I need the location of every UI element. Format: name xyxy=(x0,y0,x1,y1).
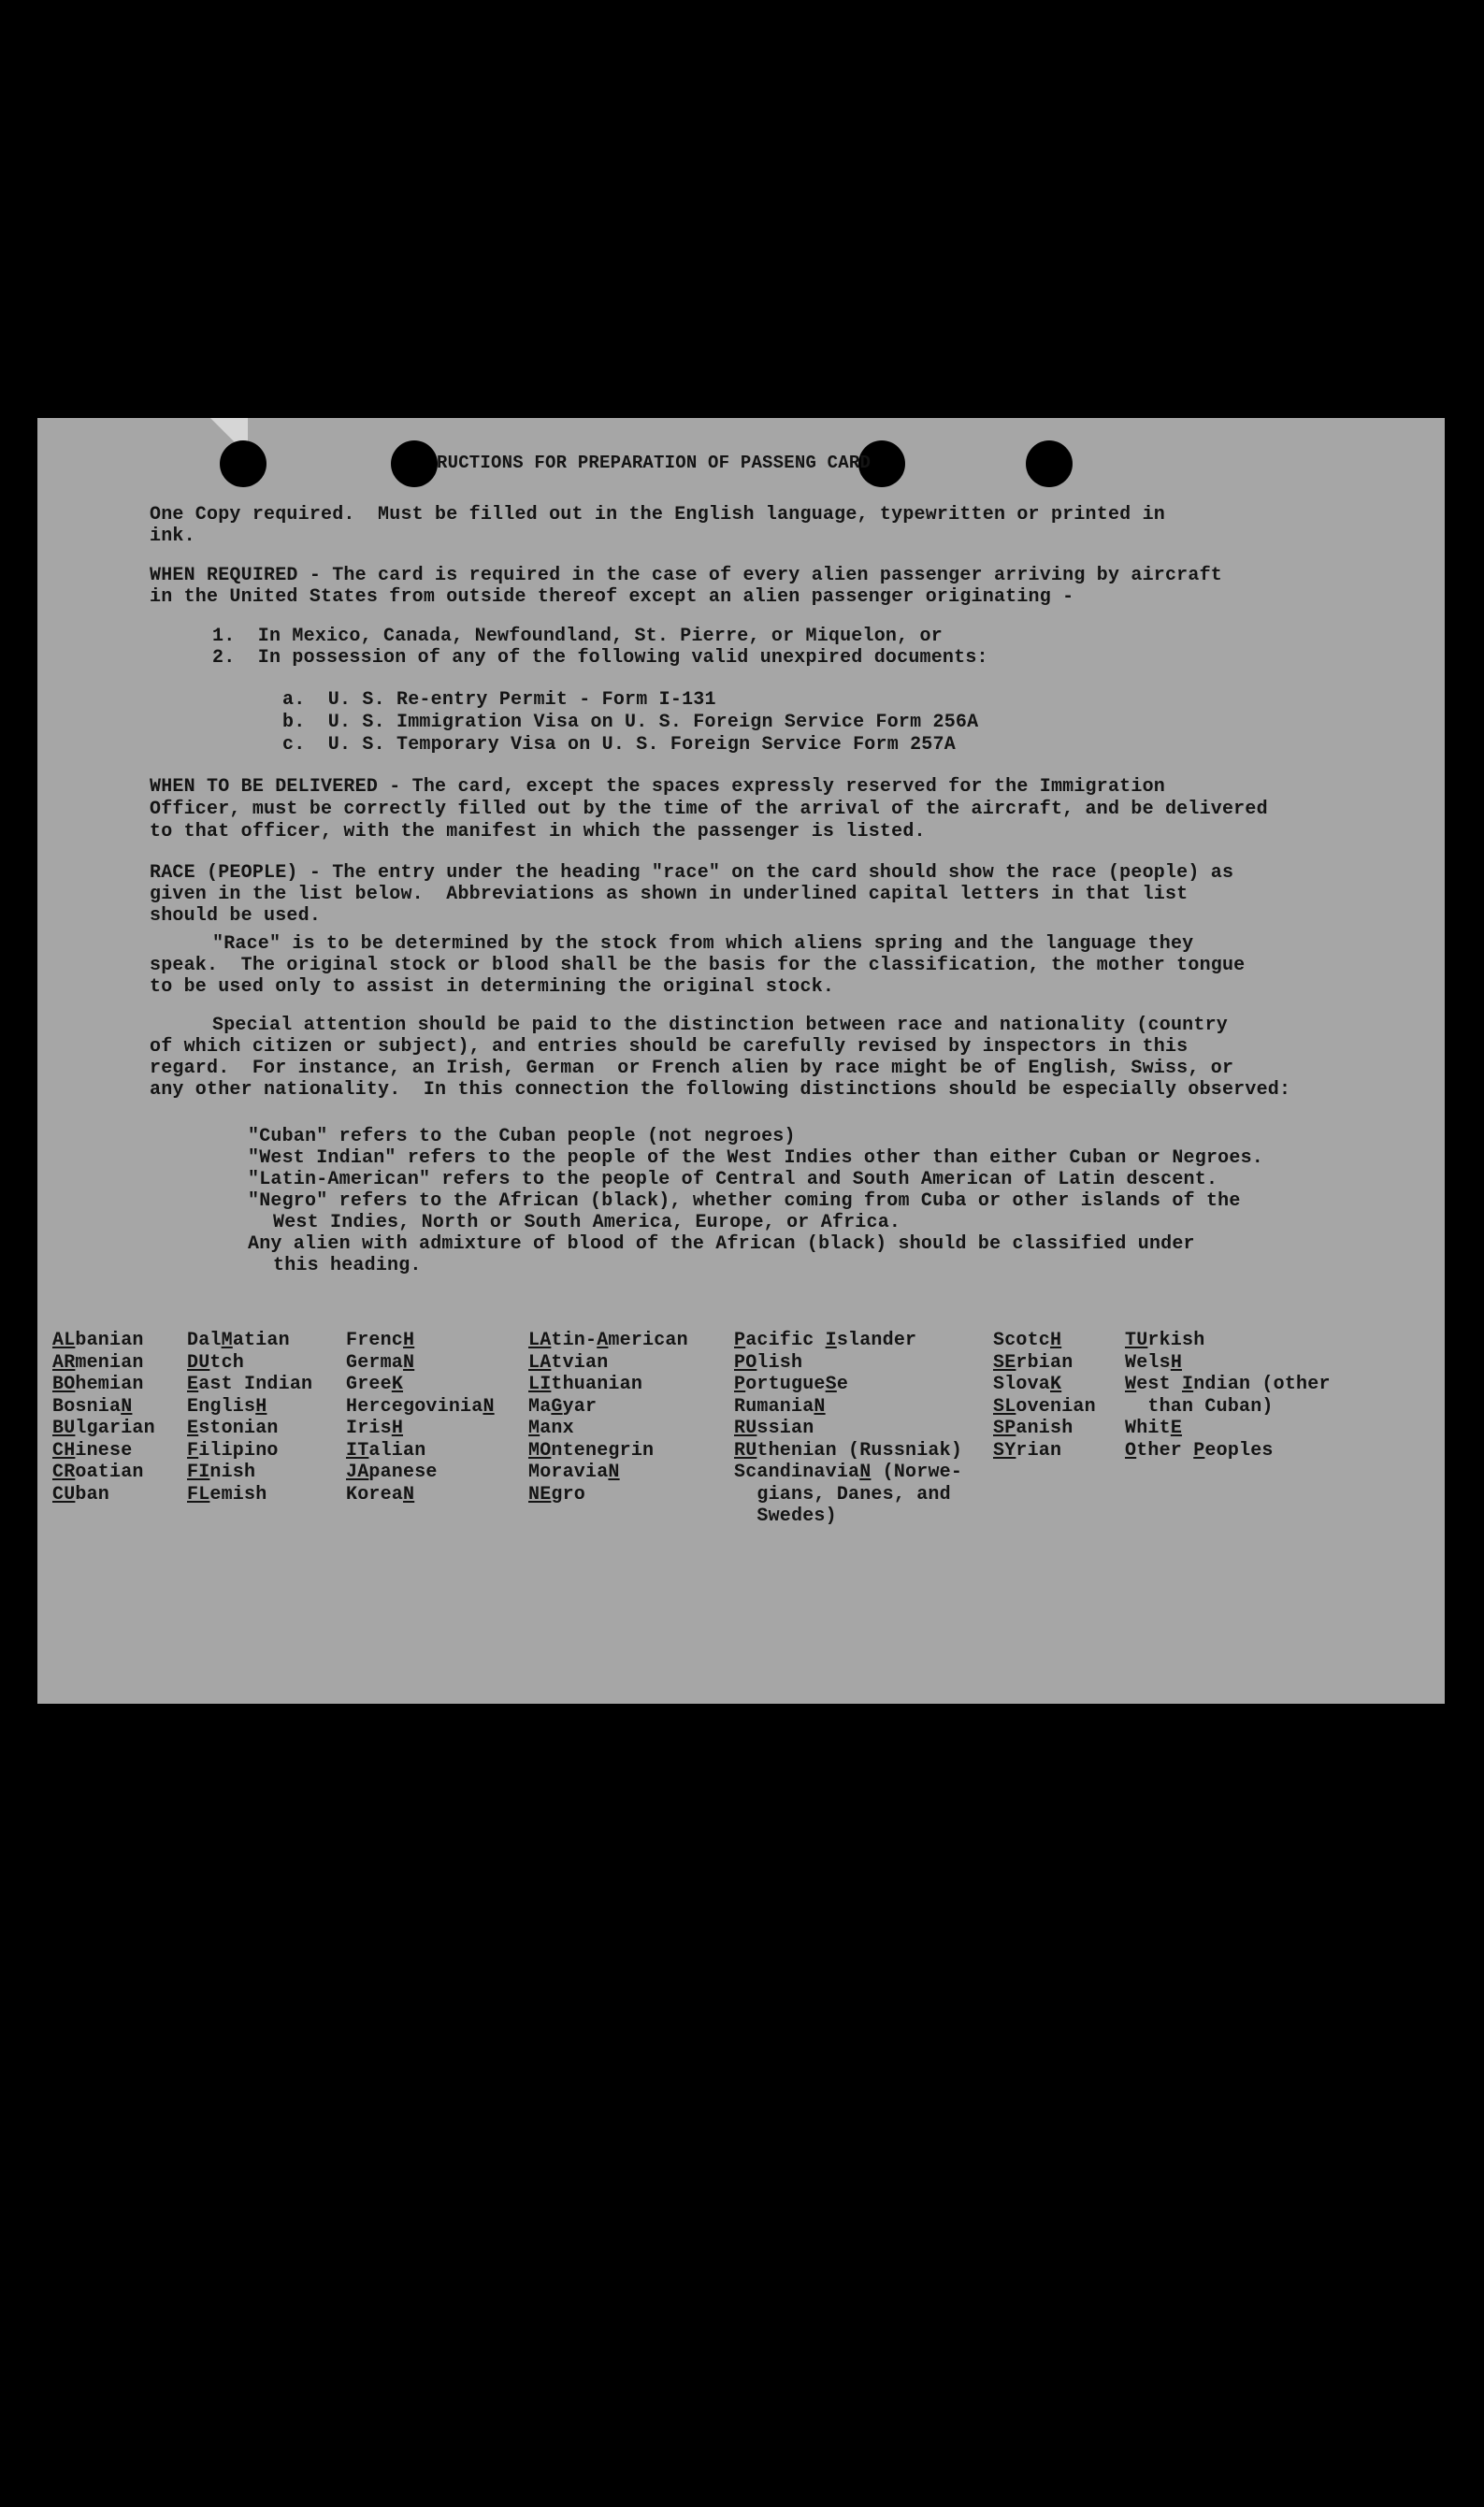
race-name-part: Gree xyxy=(346,1374,392,1395)
race-abbreviation: AL xyxy=(52,1330,76,1351)
race-name-part: Ma xyxy=(528,1395,552,1418)
race-name-part: Frenc xyxy=(346,1330,404,1351)
text-line: speak. The original stock or blood shall be the basis for the classification, the mother tongue xyxy=(150,955,1246,976)
race-entry xyxy=(1125,1396,1274,1418)
race-entry xyxy=(52,1462,144,1483)
race-entry xyxy=(187,1462,255,1483)
race-entry xyxy=(993,1352,1073,1374)
race-name-part: lgarian xyxy=(75,1418,155,1439)
race-entry xyxy=(528,1440,654,1462)
text-line: 1. In Mexico, Canada, Newfoundland, St. Pierre, or Miquelon, or xyxy=(212,626,943,647)
race-name-part: ban xyxy=(75,1483,110,1506)
race-name-part: than Cuban) xyxy=(1125,1395,1274,1418)
race-name-part: Moravia xyxy=(528,1462,609,1483)
text-line: West Indies, North or South America, Europe, or Africa. xyxy=(273,1212,901,1233)
race-abbreviation: M xyxy=(221,1330,233,1351)
race-entry xyxy=(734,1330,916,1351)
race-name-part: emish xyxy=(209,1483,267,1506)
text-line: to be used only to assist in determining the original stock. xyxy=(150,976,835,998)
race-abbreviation: E xyxy=(187,1418,199,1439)
race-name-part: tch xyxy=(209,1351,245,1374)
race-entry xyxy=(52,1418,155,1439)
race-name-part: Hercegovinia xyxy=(346,1395,483,1418)
race-entry xyxy=(528,1484,585,1506)
race-name-part: ovenian xyxy=(1016,1395,1096,1418)
race-name-part: slander xyxy=(836,1330,917,1351)
race-name-part: rkish xyxy=(1147,1330,1205,1351)
race-abbreviation: H xyxy=(391,1418,404,1439)
text-line: One Copy required. Must be filled out in the English language, typewritten or printed in xyxy=(150,504,1165,526)
text-line: to that officer, with the manifest in which the passenger is listed. xyxy=(150,821,926,843)
race-entry xyxy=(734,1352,802,1374)
race-name-part: ortugue xyxy=(745,1374,826,1395)
text-line: any other nationality. In this connection the following distinctions should be especially observed: xyxy=(150,1079,1291,1101)
race-abbreviation: FL xyxy=(187,1483,210,1506)
race-abbreviation: P xyxy=(1193,1439,1205,1462)
race-name-part: menian xyxy=(75,1351,144,1374)
text-line: b. U. S. Immigration Visa on U. S. Foreign Service Form 256A xyxy=(282,712,979,733)
text-line: Any alien with admixture of blood of the African (black) should be classified under xyxy=(248,1233,1195,1255)
race-name-part: thuanian xyxy=(551,1374,643,1395)
race-name-part: ther xyxy=(1136,1439,1194,1462)
race-name-part: ssian xyxy=(756,1418,814,1439)
text-line: "Race" is to be determined by the stock from which aliens spring and the language they xyxy=(212,933,1194,955)
race-entry xyxy=(734,1484,951,1506)
race-name-part: Germa xyxy=(346,1351,404,1374)
punch-hole xyxy=(1026,440,1073,487)
race-abbreviation: NE xyxy=(528,1483,552,1506)
race-entry xyxy=(52,1396,132,1418)
text-line: WHEN TO BE DELIVERED - The card, except the spaces expressly reserved for the Immigration xyxy=(150,776,1165,798)
race-entry xyxy=(187,1352,244,1374)
race-name-part: eoples xyxy=(1204,1439,1274,1462)
race-name-part: atian xyxy=(232,1330,290,1351)
text-line: given in the list below. Abbreviations as shown in underlined capital letters in that list xyxy=(150,884,1189,905)
race-abbreviation: N xyxy=(859,1462,872,1483)
race-name-part: gians, Danes, and xyxy=(734,1483,951,1506)
race-entry xyxy=(187,1418,279,1439)
race-name-part: lish xyxy=(756,1351,803,1374)
race-abbreviation: SY xyxy=(993,1439,1016,1462)
race-abbreviation: W xyxy=(1125,1374,1137,1395)
race-abbreviation: E xyxy=(187,1374,199,1395)
race-abbreviation: K xyxy=(391,1374,404,1395)
race-abbreviation: SP xyxy=(993,1418,1016,1439)
race-name-part: ilipino xyxy=(198,1439,279,1462)
race-name-part: ntenegrin xyxy=(551,1439,655,1462)
race-abbreviation: I xyxy=(825,1330,837,1351)
race-entry xyxy=(1125,1440,1274,1462)
text-line: Officer, must be correctly filled out by the time of the arrival of the aircraft, and be delivered xyxy=(150,799,1268,820)
race-entry xyxy=(346,1462,438,1483)
punch-hole xyxy=(391,440,438,487)
race-abbreviation: RU xyxy=(734,1439,757,1462)
race-name-part: tvian xyxy=(551,1351,609,1374)
race-name-part: Swedes) xyxy=(734,1506,837,1527)
race-name-part: acific xyxy=(745,1330,826,1351)
race-entry xyxy=(52,1330,144,1351)
race-abbreviation: SL xyxy=(993,1395,1016,1418)
race-name-part: oatian xyxy=(75,1462,144,1483)
race-entry xyxy=(346,1418,403,1439)
race-entry xyxy=(528,1374,642,1395)
race-abbreviation: LA xyxy=(528,1351,552,1374)
race-entry xyxy=(528,1396,597,1418)
race-abbreviation: PO xyxy=(734,1351,757,1374)
race-entry xyxy=(52,1484,109,1506)
race-abbreviation: P xyxy=(734,1330,746,1351)
race-entry xyxy=(187,1484,267,1506)
text-line: in the United States from outside thereof except an alien passenger originating - xyxy=(150,586,1074,608)
race-entry xyxy=(346,1374,403,1395)
race-abbreviation: LI xyxy=(528,1374,552,1395)
text-line: "West Indian" refers to the people of the West Indies other than either Cuban or Negroes. xyxy=(248,1147,1263,1169)
race-name-part: Whit xyxy=(1125,1418,1171,1439)
passenger-card-instructions-sheet xyxy=(37,418,1445,1704)
race-entry xyxy=(734,1396,826,1418)
race-entry xyxy=(346,1330,414,1351)
race-entry xyxy=(993,1440,1061,1462)
race-abbreviation: LA xyxy=(528,1330,552,1351)
race-abbreviation: N xyxy=(121,1395,133,1418)
race-abbreviation: G xyxy=(551,1395,563,1418)
race-abbreviation: CH xyxy=(52,1439,76,1462)
race-name-part: (Norwe- xyxy=(871,1462,963,1483)
text-line: ink. xyxy=(150,526,195,547)
text-line: of which citizen or subject), and entries should be carefully revised by inspectors in this xyxy=(150,1036,1189,1058)
race-entry xyxy=(993,1418,1073,1439)
text-line: this heading. xyxy=(273,1255,422,1276)
race-abbreviation: TU xyxy=(1125,1330,1148,1351)
race-abbreviation: SE xyxy=(993,1351,1016,1374)
race-abbreviation: CU xyxy=(52,1483,76,1506)
race-abbreviation: O xyxy=(1125,1439,1137,1462)
race-name-part: gro xyxy=(551,1483,586,1506)
race-name-part: panese xyxy=(368,1462,438,1483)
race-name-part: Dal xyxy=(187,1330,222,1351)
race-name-part: anx xyxy=(540,1418,574,1439)
text-line: WHEN REQUIRED - The card is required in the case of every alien passenger arriving by aircraft xyxy=(150,565,1222,586)
race-entry xyxy=(993,1396,1096,1418)
race-abbreviation: N xyxy=(608,1462,620,1483)
race-name-part: merican xyxy=(608,1330,688,1351)
race-entry xyxy=(346,1396,495,1418)
race-entry xyxy=(52,1352,144,1374)
text-line: should be used. xyxy=(150,905,322,927)
race-abbreviation: BU xyxy=(52,1418,76,1439)
race-name-part: inese xyxy=(75,1439,133,1462)
race-abbreviation: P xyxy=(734,1374,746,1395)
race-abbreviation: FI xyxy=(187,1462,210,1483)
race-abbreviation: I xyxy=(1182,1374,1194,1395)
race-abbreviation: E xyxy=(1170,1418,1183,1439)
race-name-part: nish xyxy=(209,1462,256,1483)
text-line: "Cuban" refers to the Cuban people (not negroes) xyxy=(248,1126,796,1147)
race-abbreviation: H xyxy=(403,1330,415,1351)
race-name-part: e xyxy=(836,1374,849,1395)
punch-hole xyxy=(220,440,267,487)
race-entry xyxy=(187,1396,267,1418)
race-name-part: yar xyxy=(562,1395,598,1418)
text-line: "Latin-American" refers to the people of Central and South American of Latin descent. xyxy=(248,1169,1218,1190)
race-name-part: Iris xyxy=(346,1418,392,1439)
race-name-part: alian xyxy=(368,1439,426,1462)
text-line: Special attention should be paid to the distinction between race and nationality (country xyxy=(212,1015,1228,1036)
race-entry xyxy=(187,1374,312,1395)
race-entry xyxy=(52,1374,144,1395)
race-entry xyxy=(528,1462,620,1483)
race-abbreviation: JA xyxy=(346,1462,369,1483)
text-line: 2. In possession of any of the following valid unexpired documents: xyxy=(212,647,988,669)
race-abbreviation: H xyxy=(1050,1330,1062,1351)
race-entry xyxy=(528,1352,608,1374)
race-entry xyxy=(187,1330,290,1351)
text-line: RACE (PEOPLE) - The entry under the heading "race" on the card should show the race (people) as xyxy=(150,862,1234,884)
race-entry xyxy=(1125,1352,1182,1374)
race-entry xyxy=(346,1352,414,1374)
race-abbreviation: H xyxy=(255,1395,267,1418)
race-name-part: hemian xyxy=(75,1374,144,1395)
document-title: RUCTIONS FOR PREPARATION OF PASSENG CARD xyxy=(437,453,872,473)
text-line: c. U. S. Temporary Visa on U. S. Foreign Service Form 257A xyxy=(282,734,956,756)
race-name-part: ndian (other xyxy=(1193,1374,1331,1395)
race-name-part: rian xyxy=(1016,1439,1062,1462)
race-abbreviation: N xyxy=(403,1351,415,1374)
text-line: "Negro" refers to the African (black), whether coming from Cuba or other islands of the xyxy=(248,1190,1241,1212)
race-entry xyxy=(346,1440,425,1462)
race-entry xyxy=(734,1462,962,1483)
race-name-part: ast Indian xyxy=(198,1374,313,1395)
race-entry xyxy=(734,1506,837,1527)
race-entry xyxy=(734,1418,814,1439)
race-entry xyxy=(1125,1330,1204,1351)
race-abbreviation: K xyxy=(1050,1374,1062,1395)
race-name-part: est xyxy=(1136,1374,1183,1395)
race-abbreviation: F xyxy=(187,1439,199,1462)
race-name-part: banian xyxy=(75,1330,144,1351)
race-entry xyxy=(1125,1418,1182,1439)
race-abbreviation: CR xyxy=(52,1462,76,1483)
race-entry xyxy=(528,1330,688,1351)
race-name-part: Korea xyxy=(346,1483,404,1506)
race-name-part: thenian (Russniak) xyxy=(756,1439,963,1462)
race-name-part: Scotc xyxy=(993,1330,1051,1351)
race-entry xyxy=(346,1484,414,1506)
race-abbreviation: M xyxy=(528,1418,540,1439)
race-name-part: Slova xyxy=(993,1374,1051,1395)
race-name-part: Wels xyxy=(1125,1351,1171,1374)
race-abbreviation: S xyxy=(825,1374,837,1395)
text-line: regard. For instance, an Irish, German or French alien by race might be of English, Swiss, or xyxy=(150,1058,1234,1079)
race-abbreviation: H xyxy=(1170,1351,1183,1374)
race-abbreviation: AR xyxy=(52,1351,76,1374)
race-entry xyxy=(52,1440,132,1462)
race-abbreviation: N xyxy=(403,1483,415,1506)
race-name-part: Englis xyxy=(187,1395,256,1418)
race-entry xyxy=(187,1440,279,1462)
race-entry xyxy=(993,1330,1061,1351)
race-name-part: anish xyxy=(1016,1418,1073,1439)
race-abbreviation: N xyxy=(814,1395,826,1418)
race-abbreviation: A xyxy=(597,1330,609,1351)
race-name-part: tin- xyxy=(551,1330,598,1351)
race-abbreviation: DU xyxy=(187,1351,210,1374)
race-name-part: Bosnia xyxy=(52,1395,122,1418)
race-entry xyxy=(734,1440,962,1462)
race-name-part: rbian xyxy=(1016,1351,1073,1374)
race-abbreviation: RU xyxy=(734,1418,757,1439)
race-abbreviation: N xyxy=(483,1395,495,1418)
race-abbreviation: IT xyxy=(346,1439,369,1462)
race-entry xyxy=(1125,1374,1331,1395)
race-entry xyxy=(993,1374,1061,1395)
race-name-part: Rumania xyxy=(734,1395,814,1418)
race-entry xyxy=(734,1374,848,1395)
text-line: a. U. S. Re-entry Permit - Form I-131 xyxy=(282,689,716,711)
race-abbreviation: BO xyxy=(52,1374,76,1395)
race-abbreviation: MO xyxy=(528,1439,552,1462)
race-entry xyxy=(528,1418,574,1439)
race-name-part: stonian xyxy=(198,1418,279,1439)
race-name-part: Scandinavia xyxy=(734,1462,860,1483)
